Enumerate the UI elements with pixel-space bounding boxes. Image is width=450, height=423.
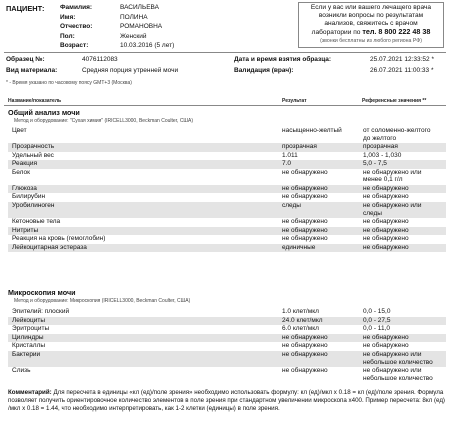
patient-field-value: ВАСИЛЬЕВА — [120, 4, 159, 11]
table-row — [8, 160, 446, 169]
row-name: Белок — [12, 168, 30, 176]
taken-label: Дата и время взятия образца: — [234, 56, 332, 63]
table-row — [8, 325, 446, 334]
section-method-microscopy: Метод и оборудование: Микроскопия (IRICELL3000, Beckman Coulter, США) — [14, 298, 191, 304]
row-reference: не обнаружено — [363, 333, 409, 341]
row-reference-cont: до желтого — [363, 134, 397, 142]
material-label: Вид материала: — [6, 67, 58, 74]
validation-value: 26.07.2021 11:00:33 * — [370, 67, 434, 74]
row-reference: не обнаружено или — [363, 168, 422, 176]
row-name: Билирубин — [12, 193, 46, 201]
row-name: Нитриты — [12, 226, 39, 234]
patient-heading: ПАЦИЕНТ: — [6, 4, 45, 13]
row-name: Кетоновые тела — [12, 218, 61, 225]
row-reference: 0,0 - 11,0 — [363, 325, 390, 333]
row-name: Лейкоцитарная эстераза — [12, 243, 87, 251]
row-reference: не обнаружено — [363, 235, 409, 243]
table-row — [8, 227, 446, 236]
row-result: не обнаружено — [282, 235, 328, 243]
row-result: 1.0 клет/мкл — [282, 308, 319, 315]
comment-label: Комментарий: — [8, 389, 52, 396]
row-reference-cont: менее 0,1 г/л — [363, 176, 403, 184]
row-name: Кристаллы — [12, 342, 46, 350]
row-reference: не обнаружено — [363, 342, 409, 350]
row-result: не обнаружено — [282, 367, 328, 374]
box-free-note: (звонки бесплатны из любого региона РФ) — [320, 38, 422, 44]
row-reference: 0,0 - 15,0 — [363, 308, 391, 315]
table-row — [8, 218, 446, 227]
row-reference-cont: небольшое количество — [363, 358, 433, 366]
table-row — [8, 235, 446, 244]
row-name: Бактерии — [12, 351, 41, 358]
table-row — [8, 143, 446, 152]
taken-value: 25.07.2021 12:33:52 * — [370, 56, 434, 63]
row-name: Эпителий: плоский — [12, 308, 70, 315]
row-result: 7.0 — [282, 160, 292, 168]
row-name: Реакция на кровь (гемоглобин) — [12, 235, 106, 243]
table-row — [8, 193, 446, 202]
row-result: 24.0 клет/мкл — [282, 316, 323, 324]
table-row — [8, 367, 446, 383]
row-reference: не обнаружено — [363, 243, 409, 251]
col-name-header: Название/показатель — [8, 98, 62, 104]
row-name: Цвет — [12, 127, 27, 134]
section-title-general: Общий анализ мочи — [8, 108, 80, 117]
material-value: Средняя порция утренней мочи — [82, 67, 179, 74]
timezone-note: * - Время указано по часовому поясу GMT+3 (Москва) — [6, 80, 132, 86]
patient-field-label: Фамилия: — [60, 4, 93, 11]
row-reference: не обнаружено — [363, 193, 409, 201]
table-row — [8, 202, 446, 218]
lab-contact-box — [298, 2, 444, 48]
row-name: Удельный вес — [12, 151, 54, 159]
row-result: единичные — [282, 243, 316, 251]
box-line-1: Если у вас или вашего лечащего врача — [310, 4, 432, 11]
table-row — [8, 342, 446, 351]
comment-block — [8, 389, 446, 413]
row-reference: не обнаружено или — [363, 351, 422, 358]
row-result: не обнаружено — [282, 218, 328, 225]
box-line-3: анализов, свяжитесь с врачом — [324, 20, 418, 27]
table-row — [8, 308, 446, 317]
row-result: 1.011 — [282, 151, 298, 159]
box-line-4-prefix: лаборатории по — [311, 29, 361, 36]
row-reference: от соломенно-желтого — [363, 127, 431, 134]
table-row — [8, 317, 446, 326]
row-name: Реакция — [12, 160, 37, 168]
patient-field-label: Пол: — [60, 32, 75, 40]
row-reference: 5,0 - 7,5 — [363, 160, 387, 168]
lab-phone[interactable]: тел. 8 800 222 48 38 — [362, 27, 431, 36]
col-result-header: Результат — [282, 98, 307, 104]
row-result: не обнаружено — [282, 342, 328, 350]
row-result: не обнаружено — [282, 193, 328, 201]
section-method-general: Метод и оборудование: "Сухая химия" (IRICELL3000, Beckman Coulter, США) — [14, 118, 194, 124]
row-name: Уробилиноген — [12, 202, 55, 209]
section-title-microscopy: Микроскопия мочи — [8, 288, 76, 297]
row-result: не обнаружено — [282, 351, 328, 358]
sample-label: Образец №: — [6, 56, 45, 63]
row-result: не обнаружено — [282, 226, 328, 234]
divider — [4, 52, 446, 53]
row-reference: не обнаружено или — [363, 367, 422, 374]
row-name: Слизь — [12, 367, 31, 374]
row-result: не обнаружено — [282, 168, 328, 176]
row-name: Эритроциты — [12, 325, 50, 333]
row-name: Лейкоциты — [12, 316, 46, 324]
comment-text: Для пересчета в единицы «кл (ед)/поле зрения» необходимо использовать формулу: кл (ед)/мкл х 0.18 = кл (ед)/поле зрения. Формула позволяет получить ориентировочное количество элементов в поле зрения при стандартном увеличении микроскопа х400. Пример пересчета: 8кл (ед) /мкл х 0.18 = 1.44, что необходимо интерпретировать, как 1-2 клетки (единицы) в поле зрения. — [8, 389, 445, 413]
row-reference: 0,0 - 27,5 — [363, 316, 391, 324]
row-result: следы — [282, 202, 301, 209]
table-row — [8, 127, 446, 143]
row-name: Прозрачность — [12, 143, 55, 150]
row-reference: не обнаружено — [363, 184, 409, 192]
row-result: насыщенно-желтый — [282, 127, 342, 134]
row-result: 6.0 клет/мкл — [282, 325, 319, 333]
box-line-2: возникли вопросы по результатам — [318, 12, 424, 19]
row-reference: прозрачная — [363, 143, 398, 150]
patient-field-value: 10.03.2016 (5 лет) — [120, 42, 175, 49]
row-name: Глюкоза — [12, 184, 37, 192]
box-line-4 — [299, 28, 443, 37]
table-row — [8, 244, 446, 253]
patient-field-label: Имя: — [60, 13, 76, 21]
patient-field-label: Отчество: — [60, 23, 93, 30]
col-reference-header: Референсные значения ** — [362, 98, 427, 104]
table-row — [8, 152, 446, 161]
table-row — [8, 351, 446, 367]
row-reference: не обнаружено — [363, 226, 409, 234]
patient-field-value: РОМАНОВНА — [120, 23, 163, 30]
table-row — [8, 169, 446, 185]
row-reference: не обнаружено — [363, 218, 409, 225]
row-reference-cont: небольшое количество — [363, 374, 433, 382]
row-result: прозрачная — [282, 143, 317, 150]
row-reference: не обнаружено или — [363, 202, 422, 209]
patient-field-value: Женский — [120, 32, 147, 40]
validation-label: Валидация (врач): — [234, 67, 294, 74]
header-divider — [4, 105, 446, 106]
patient-field-value: ПОЛИНА — [120, 13, 148, 21]
patient-field-label: Возраст: — [60, 42, 89, 49]
row-name: Цилиндры — [12, 333, 44, 341]
row-reference: 1,003 - 1,030 — [363, 151, 402, 159]
sample-number: 4076112083 — [82, 56, 118, 63]
row-result: не обнаружено — [282, 333, 328, 341]
row-reference-cont: следы — [363, 209, 382, 217]
row-result: не обнаружено — [282, 184, 328, 192]
